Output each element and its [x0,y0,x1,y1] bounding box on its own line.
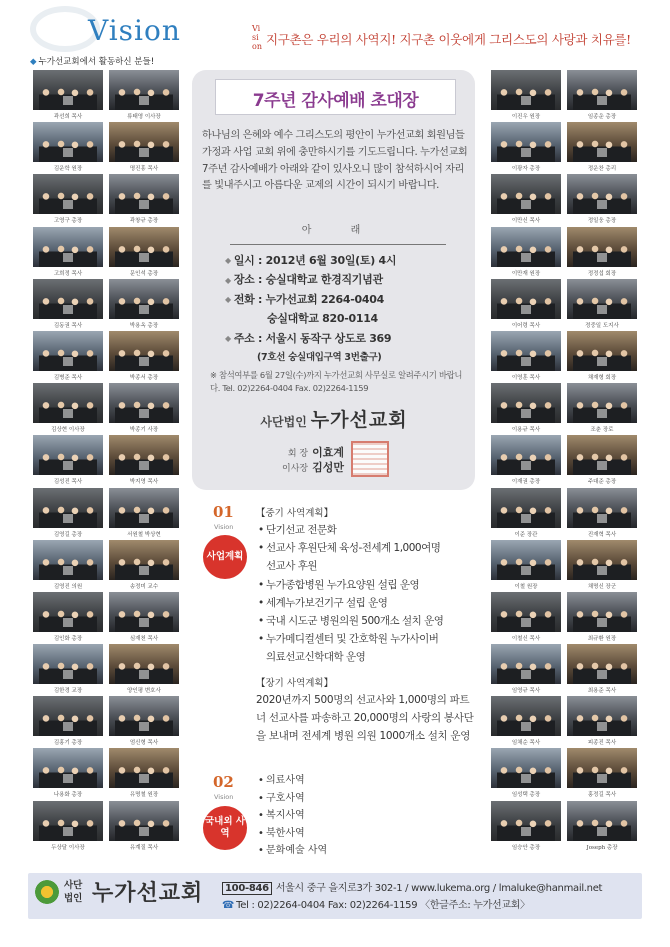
photo-caption: 임종운 총장 [587,114,617,120]
organization-logo-icon [35,880,59,904]
president-name: 이효계 [312,446,344,459]
rsvp-note: ※ 참석여부를 6월 27일(수)까지 누가선교회 사무실로 알려주시기 바랍니다. Tel. 02)2264-0404 Fax. 02)2264-1159 [210,370,463,393]
photo-caption: 류태영 이사장 [127,114,161,120]
group-photo [33,331,103,371]
photo-cell [491,748,561,800]
group-photo [33,122,103,162]
photo-cell [109,644,179,696]
group-photo [491,644,561,684]
plan-item: 선교사 후원 [266,560,318,573]
photo-caption: 이만신 목사 [511,218,541,225]
footer-address: 서울시 중구 을지로3가 302-1 / www.lukema.org / lmaluke@hanmail.net [275,883,603,894]
president-line [282,446,344,461]
photo-cell [33,227,103,279]
plan-item: • 누가종합병원 누가요양원 설립 운영 [258,576,480,594]
arae-heading: 아 래 [301,225,379,236]
section2-number: 02 [213,773,234,791]
photo-cell [109,227,179,279]
photo-cell [567,644,637,696]
photo-cell [567,435,637,487]
photo-caption: 김병준 목사 [53,374,83,381]
photo-cell [109,540,179,592]
vision-tagline: 지구촌은 우리의 사역지! 지구촌 이웃에게 그리스도의 사랑과 치유를! [266,32,631,47]
photo-cell [109,592,179,644]
photo-caption: 문인석 총장 [129,270,159,277]
photo-caption: 고희정 목사 [53,270,83,277]
group-photo [567,696,637,736]
photo-caption: 피종진 목사 [587,740,617,747]
photo-cell [33,331,103,383]
footer-org-name: 누가선교회 [92,881,204,906]
photo-cell [491,227,561,279]
group-photo [491,174,561,214]
photo-cell [109,748,179,800]
group-photo [109,592,179,632]
photo-caption: 김운학 원장 [53,166,83,173]
photo-caption: 정중일 도지사 [585,322,619,329]
group-photo [567,488,637,528]
group-photo [33,488,103,528]
plan-item: • 단기선교 전문화 [258,521,480,539]
photo-caption: 이진우 원장 [511,114,541,120]
official-seal-stamp [351,441,389,477]
photo-caption: 김영길 총장 [53,531,83,538]
diamond-bullet-icon: ◆ [225,256,231,266]
photo-cell [567,174,637,226]
chair-title: 이사장 [282,464,309,474]
president-title: 회 장 [287,449,309,459]
footer-org-type: 사단 법인 [64,880,83,904]
photo-cell [567,383,637,435]
photo-cell [567,748,637,800]
diamond-bullet-icon: ◆ [225,275,231,285]
photo-caption: 진재혁 목사 [587,531,617,538]
group-photo [109,331,179,371]
group-photo [33,383,103,423]
org-name: 누가선교회 [310,409,408,431]
group-photo [567,801,637,841]
group-photo [109,435,179,475]
section1-badge: 사업계획 [203,535,247,579]
vision-title: Vision [88,14,181,47]
plan-item: • 누가메디컬센터 및 간호학원 누가사이버 [258,630,480,648]
group-photo [109,748,179,788]
photo-cell [33,174,103,226]
photo-cell [33,801,103,853]
photo-caption: 심재천 목사 [129,635,159,642]
photo-cell [33,70,103,122]
photo-cell [567,540,637,592]
photo-caption: 박종서 총장 [129,374,159,381]
group-photo [567,279,637,319]
photo-cell [33,488,103,540]
photo-caption: 정정섭 회장 [587,270,617,277]
group-photo [33,435,103,475]
photo-cell [109,70,179,122]
group-photo [109,540,179,580]
group-photo [109,644,179,684]
photo-cell [491,801,561,853]
officers [282,446,344,476]
group-photo [109,279,179,319]
group-photo [567,540,637,580]
detail-row [225,348,465,367]
long-term-plan [256,675,478,746]
group-photo [33,696,103,736]
zip-code: 100-846 [222,882,272,895]
detail-row [225,251,465,270]
photo-caption: 곽선희 목사 [53,114,83,120]
photo-cell [109,331,179,383]
group-photo [109,383,179,423]
photo-cell [491,383,561,435]
photo-cell [491,174,561,226]
photo-cell [491,644,561,696]
photo-caption: 이어령 목사 [511,322,541,329]
left-photo-grid [33,70,179,853]
group-photo [491,383,561,423]
group-photo [109,801,179,841]
photo-caption: 김동권 목사 [53,322,83,329]
group-photo [491,435,561,475]
photo-caption: 두상달 이사장 [51,844,85,851]
mid-term-plan-list [258,521,480,667]
photo-cell [33,644,103,696]
group-photo [567,435,637,475]
photo-caption: 이만재 원장 [511,270,541,277]
group-photo [109,70,179,110]
photo-cell [567,122,637,174]
photo-cell [109,174,179,226]
group-photo [109,122,179,162]
photo-caption: 김영진 의원 [53,583,83,590]
group-photo [109,174,179,214]
photo-caption: 임채순 목사 [511,740,541,747]
group-photo [491,592,561,632]
photo-cell [491,279,561,331]
photo-cell [109,383,179,435]
group-photo [491,748,561,788]
long-term-plan-heading: 【장기 사역계획】 [256,678,334,689]
group-photo [33,70,103,110]
invitation-title: 7주년 감사예배 초대장 [252,91,419,111]
photo-caption: 이용규 목사 [511,427,541,434]
detail-row [225,290,465,309]
photo-cell [33,592,103,644]
group-photo [567,227,637,267]
photo-cell [567,696,637,748]
detail-text: 일시 : 2012년 6월 30일(토) 4시 [233,254,397,267]
photo-cell [491,122,561,174]
photo-cell [109,122,179,174]
group-photo [491,331,561,371]
photo-caption: 고영구 총장 [53,218,83,225]
footer-tel: Tel : 02)2264-0404 Fax: 02)2264-1159 〈한글주소: 누가선교회〉 [236,900,530,911]
group-photo [491,227,561,267]
photo-cell [33,122,103,174]
group-photo [33,644,103,684]
group-photo [567,331,637,371]
group-photo [491,801,561,841]
photo-caption: 김한경 교장 [53,688,83,695]
group-photo [33,540,103,580]
left-subtitle-text: 누가선교회에서 활동하신 분들! [38,57,155,67]
photo-caption: 박종기 사장 [129,427,159,434]
photo-caption: 이철 원장 [514,583,538,590]
group-photo [33,801,103,841]
long-term-plan-text: 2020년까지 500명의 선교사와 1,000명의 파트너 선교사를 파송하고 20,000명의 사랑의 봉사단을 보내며 전세계 병원 의원 1000개소 설치 운영 [256,694,474,743]
photo-cell [491,488,561,540]
photo-cell [567,331,637,383]
ministry-item: • 북한사역 [258,825,327,843]
group-photo [491,70,561,110]
group-photo [567,748,637,788]
photo-caption: 이준 장관 [514,531,538,538]
footer-contact-line [222,896,530,911]
group-photo [567,644,637,684]
phone-icon: ☎ [222,900,235,911]
detail-row [225,309,465,328]
photo-caption: 정운찬 총리 [587,166,617,173]
photo-cell [109,435,179,487]
photo-caption: 유명철 원장 [129,792,159,799]
chair-line [282,461,344,476]
group-photo [33,227,103,267]
photo-caption: 명진흥 목사 [129,166,159,173]
divider [230,244,446,245]
group-photo [491,279,561,319]
photo-cell [491,540,561,592]
group-photo [33,748,103,788]
right-photo-grid [491,70,637,853]
detail-text: 전화 : 누가선교회 2264-0404 [233,292,384,306]
ministry-item: • 문화예술 사역 [258,842,327,860]
photo-cell [491,592,561,644]
group-photo [567,383,637,423]
photo-caption: 엄신형 목사 [129,740,159,747]
photo-caption: 최규환 원장 [587,635,617,642]
detail-row [225,329,465,348]
photo-cell [567,592,637,644]
photo-caption: 채재형 회장 [587,374,617,381]
photo-cell [567,227,637,279]
group-photo [33,279,103,319]
photo-caption: 정일웅 총장 [587,218,617,225]
section1-vision-label: Vision [214,523,234,531]
photo-caption: 김성진 목사 [53,479,83,486]
photo-caption: 나용화 총장 [53,792,83,799]
photo-cell [33,383,103,435]
photo-cell [109,696,179,748]
group-photo [491,696,561,736]
plan-item: • 국내 시도군 병원의원 500개소 설치 운영 [258,612,480,630]
ministry-item: • 구호사역 [258,790,327,808]
diamond-bullet-icon: ◆ [225,295,231,305]
photo-cell [109,488,179,540]
photo-caption: 조춘 장로 [590,427,614,434]
group-photo [491,488,561,528]
photo-cell [491,696,561,748]
invitation-body: 하나님의 은혜와 예수 그리스도의 평안이 누가선교회 회원님들 가정과 사업 교회 위에 충만하시기를 기도드립니다. 누가선교회 7주년 감사예배가 아래와 같이 있사오니 많이 참석하시어 자리를 빛내주시고 아름다운 교제의 시간이 되시기 바랍니다. [202,130,468,192]
diamond-bullet-icon: ◆ [225,333,231,343]
photo-cell [567,279,637,331]
photo-caption: 이광자 총장 [511,166,541,173]
detail-row [225,270,465,289]
photo-cell [567,488,637,540]
group-photo [567,70,637,110]
photo-caption: 박지영 목사 [129,479,159,486]
photo-caption: 이철신 목사 [511,635,541,642]
photo-caption: 임영규 목사 [511,688,541,695]
photo-cell [491,331,561,383]
photo-caption: 홍정길 목사 [587,792,617,799]
vision-vertical-label: Vision [252,24,262,51]
photo-caption: 임승안 총장 [511,844,541,851]
group-photo [491,122,561,162]
group-photo [109,696,179,736]
photo-caption: 곽창규 총장 [129,218,159,225]
section2-badge: 국내외 사역 [203,806,247,850]
photo-cell [491,70,561,122]
org-type-label: 사단법인 [260,415,307,429]
group-photo [567,122,637,162]
group-photo [567,174,637,214]
group-photo [567,592,637,632]
photo-cell [567,801,637,853]
photo-cell [491,435,561,487]
section1-number: 01 [213,503,234,521]
group-photo [109,227,179,267]
photo-cell [109,279,179,331]
photo-cell [567,70,637,122]
ministry-list [258,772,327,860]
photo-caption: 송정미 교수 [129,583,159,590]
group-photo [33,592,103,632]
plan-item: 의료선교신학대학 운영 [266,651,366,664]
photo-caption: 최용준 목사 [587,688,617,695]
plan-item: • 선교사 후원단체 육성-전세계 1,000여명 [258,539,480,557]
photo-cell [109,801,179,853]
detail-text: (7호선 숭실대입구역 3번출구) [257,351,382,363]
photo-caption: 주대준 총장 [587,479,617,486]
photo-caption: 김인화 총장 [53,635,83,642]
photo-caption: 이영훈 목사 [511,374,541,381]
footer-address-line [222,879,602,894]
photo-caption: 양인평 변호사 [127,688,161,695]
photo-cell [33,435,103,487]
photo-cell [33,540,103,592]
chair-name: 김성만 [312,461,344,474]
photo-caption: Joseph 총장 [586,844,618,851]
group-photo [33,174,103,214]
ministry-item: • 복지사역 [258,807,327,825]
left-subtitle [30,55,154,67]
photo-cell [33,748,103,800]
photo-caption: 유계질 목사 [129,844,159,851]
invitation-title-box [215,79,456,115]
group-photo [109,488,179,528]
detail-text: 주소 : 서울시 동작구 상도로 369 [233,331,392,345]
photo-caption: 김홍기 총장 [53,740,83,747]
photo-cell [33,696,103,748]
event-details [225,251,465,367]
diamond-bullet-icon: ◆ [30,57,37,67]
organization-signature [200,405,468,432]
photo-cell [33,279,103,331]
detail-text: 숭실대학교 820-0114 [267,312,378,326]
group-photo [491,540,561,580]
photo-caption: 채명신 장군 [587,583,617,590]
section2-vision-label: Vision [214,793,234,801]
detail-text: 장소 : 숭실대학교 한경직기념관 [233,273,383,287]
photo-caption: 김상현 이사장 [51,427,85,434]
ministry-item: • 의료사역 [258,772,327,790]
plan-item: • 세계누가보건기구 설립 운영 [258,594,480,612]
mid-term-plan-heading: 【중기 사역계획】 [256,508,334,519]
photo-caption: 서원철 박상현 [127,531,161,538]
photo-caption: 박용옥 총장 [129,322,159,329]
photo-caption: 이재권 총장 [511,479,541,486]
photo-caption: 임성택 총장 [511,792,541,799]
